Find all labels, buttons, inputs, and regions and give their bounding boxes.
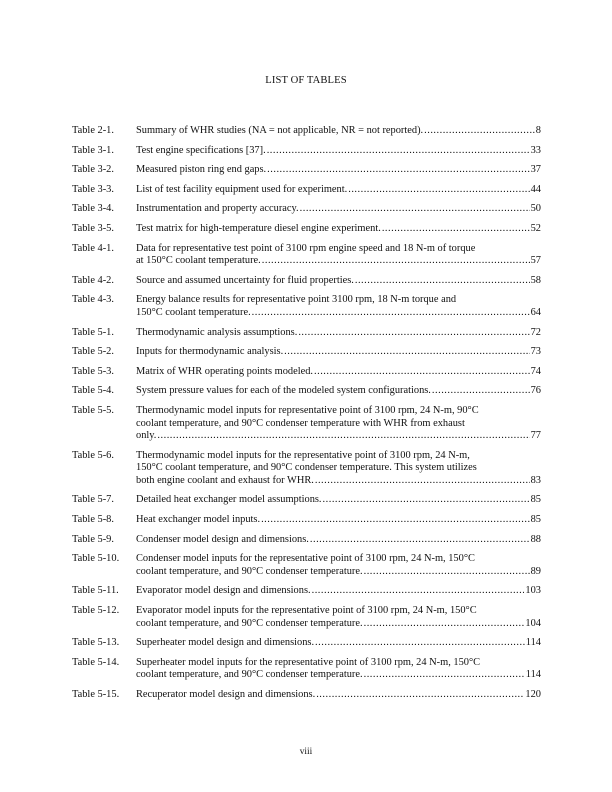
dot-leader xyxy=(315,637,525,650)
dot-leader xyxy=(312,585,525,598)
dot-leader xyxy=(364,618,525,631)
toc-entry-title-line: 150°C coolant temperature, and 90°C condenser temperature. This system utilizes xyxy=(136,462,477,474)
toc-entry-body xyxy=(136,514,541,527)
toc-entry-title-line: Recuperator model design and dimensions. xyxy=(136,689,316,700)
dot-leader xyxy=(310,534,530,547)
toc-entry-title-line: Condenser model inputs for the representative point of 3100 rpm, 24 N-m, 150°C xyxy=(136,553,475,565)
toc-entry[interactable] xyxy=(72,534,541,547)
toc-entry-page: 33 xyxy=(530,144,541,156)
dot-leader xyxy=(300,203,530,216)
toc-entry-last-line xyxy=(136,585,541,598)
toc-entry-title-line: Heat exchanger model inputs. xyxy=(136,514,261,526)
toc-entry-last-line xyxy=(136,494,541,507)
toc-entry-page: 8 xyxy=(535,125,541,136)
toc-entry-page: 58 xyxy=(530,274,541,286)
toc-entry-page: 77 xyxy=(530,430,541,442)
toc-entry-title-line: Thermodynamic model inputs for representative point of 3100 rpm, 24 N-m, 90°C xyxy=(136,404,479,416)
dot-leader xyxy=(157,430,529,443)
toc-entry-title-line: Source and assumed uncertainty for fluid properties. xyxy=(136,274,354,286)
toc-entry[interactable] xyxy=(72,450,541,488)
toc-entry-body xyxy=(136,145,541,158)
toc-entry[interactable] xyxy=(72,689,541,702)
toc-entry-label: Table 3-3. xyxy=(72,183,114,195)
toc-entry-label: Table 3-2. xyxy=(72,164,114,176)
toc-entry-title-line: coolant temperature, and 90°C condenser temperature with WHR from exhaust xyxy=(136,417,465,429)
toc-entry[interactable] xyxy=(72,327,541,340)
toc-entry[interactable] xyxy=(72,203,541,216)
toc-entry-title-line: 150°C coolant temperature. xyxy=(136,306,251,318)
dot-leader xyxy=(284,346,529,359)
toc-entry-label: Table 5-2. xyxy=(72,346,114,358)
toc-entry-last-line xyxy=(136,385,541,398)
toc-entry-last-line xyxy=(136,514,541,527)
toc-entry-page: 74 xyxy=(530,365,541,377)
toc-entry-body xyxy=(136,450,541,488)
toc-entry-last-line xyxy=(136,327,541,340)
toc-entry-body xyxy=(136,553,541,578)
toc-entry-page: 52 xyxy=(530,222,541,234)
toc-entry-page: 85 xyxy=(530,494,541,506)
toc-entry-label: Table 5-3. xyxy=(72,365,114,377)
toc-entry[interactable] xyxy=(72,346,541,359)
toc-entry-last-line xyxy=(136,203,541,216)
dot-leader xyxy=(267,145,530,158)
dot-leader xyxy=(348,184,529,197)
toc-entry-last-line xyxy=(136,669,541,682)
toc-entry-title-line: Condenser model design and dimensions. xyxy=(136,533,309,545)
toc-entry[interactable] xyxy=(72,405,541,443)
toc-entry-title-line: Data for representative test point of 3100 rpm engine speed and 18 N-m of torque xyxy=(136,242,476,254)
toc-entry-title-line: Instrumentation and property accuracy. xyxy=(136,203,299,215)
toc-entry-body xyxy=(136,585,541,598)
dot-leader xyxy=(315,475,530,488)
toc-entry[interactable] xyxy=(72,553,541,578)
toc-entry-title-line: System pressure values for each of the modeled system configurations. xyxy=(136,385,431,397)
toc-entry-title-line: Energy balance results for representative point 3100 rpm, 18 N-m torque and xyxy=(136,294,457,306)
dot-leader xyxy=(267,164,529,177)
dot-leader xyxy=(355,275,530,288)
toc-entry-label: Table 5-5. xyxy=(72,404,114,416)
toc-entry[interactable] xyxy=(72,494,541,507)
toc-entry-body xyxy=(136,637,541,650)
toc-entry-body xyxy=(136,294,541,319)
toc-entry-page: 50 xyxy=(530,203,541,215)
toc-entry[interactable] xyxy=(72,184,541,197)
toc-entry-label: Table 5-10. xyxy=(72,553,120,565)
toc-entry-last-line xyxy=(136,145,541,158)
page-number: viii xyxy=(299,747,313,757)
toc-entry-title-line: Summary of WHR studies (NA = not applicable, NR = not reported). xyxy=(136,125,424,136)
dot-leader xyxy=(364,669,525,682)
toc-entry-last-line xyxy=(136,689,541,702)
toc-entry-title-line: both engine coolant and exhaust for WHR. xyxy=(136,474,314,486)
toc-entry-page: 83 xyxy=(530,474,541,486)
toc-entry-body xyxy=(136,203,541,216)
toc-entry-page: 88 xyxy=(530,533,541,545)
toc-entry-label: Table 5-6. xyxy=(72,449,114,461)
dot-leader xyxy=(262,255,530,268)
toc-entry-body xyxy=(136,243,541,268)
toc-entry-label: Table 3-4. xyxy=(72,203,114,215)
toc-entry-body xyxy=(136,689,541,702)
toc-entry[interactable] xyxy=(72,275,541,288)
toc-entry[interactable] xyxy=(72,223,541,236)
toc-entry-last-line xyxy=(136,366,541,379)
toc-entry-page: 114 xyxy=(525,637,541,649)
toc-entry-title-line: Superheater model design and dimensions. xyxy=(136,637,315,649)
toc-entry-last-line xyxy=(136,255,541,268)
toc-entry-title-line: Thermodynamic model inputs for the representative point of 3100 rpm, 24 N-m, xyxy=(136,449,470,461)
toc-entry-page: 114 xyxy=(525,669,541,681)
toc-entry-title-line: Measured piston ring end gaps. xyxy=(136,164,267,176)
dot-leader xyxy=(424,125,535,138)
toc-entry-title-line: Superheater model inputs for the representative point of 3100 rpm, 24 N-m, 150°C xyxy=(136,656,481,668)
toc-entry-label: Table 3-5. xyxy=(72,222,114,234)
toc-entry[interactable] xyxy=(72,243,541,268)
toc-entry-body xyxy=(136,366,541,379)
list-of-tables xyxy=(72,125,541,709)
toc-entry-body xyxy=(136,657,541,682)
toc-entry-label: Table 3-1. xyxy=(72,144,114,156)
toc-entry-last-line xyxy=(136,430,541,443)
toc-entry-page: 120 xyxy=(525,689,541,700)
toc-entry[interactable] xyxy=(72,385,541,398)
toc-entry-body xyxy=(136,605,541,630)
toc-entry-title-line: only. xyxy=(136,430,157,442)
dot-leader xyxy=(364,566,530,579)
toc-entry-title-line: coolant temperature, and 90°C condenser temperature. xyxy=(136,565,363,577)
toc-entry-last-line xyxy=(136,637,541,650)
toc-entry-body xyxy=(136,327,541,340)
toc-entry[interactable] xyxy=(72,585,541,598)
toc-entry-label: Table 4-3. xyxy=(72,294,114,306)
toc-entry-page: 104 xyxy=(525,617,541,629)
toc-entry-page: 44 xyxy=(530,183,541,195)
toc-entry-title-line: Test engine specifications [37]. xyxy=(136,144,266,156)
toc-entry-last-line xyxy=(136,223,541,236)
toc-entry-body xyxy=(136,164,541,177)
toc-entry-title-line: coolant temperature, and 90°C condenser temperature. xyxy=(136,617,363,629)
toc-entry-label: Table 5-15. xyxy=(72,689,120,700)
toc-entry-last-line xyxy=(136,307,541,320)
toc-entry-title-line: List of test facility equipment used for experiment. xyxy=(136,183,348,195)
toc-entry-page: 85 xyxy=(530,514,541,526)
page-title: LIST OF TABLES xyxy=(265,75,347,86)
toc-entry-page: 89 xyxy=(530,565,541,577)
toc-entry[interactable] xyxy=(72,145,541,158)
toc-entry-last-line xyxy=(136,618,541,631)
toc-entry-label: Table 5-14. xyxy=(72,656,120,668)
toc-entry-label: Table 4-1. xyxy=(72,242,114,254)
toc-entry-body xyxy=(136,223,541,236)
toc-entry[interactable] xyxy=(72,605,541,630)
toc-entry[interactable] xyxy=(72,125,541,138)
toc-entry-title-line: Evaporator model inputs for the representative point of 3100 rpm, 24 N-m, 150°C xyxy=(136,605,477,617)
toc-entry-label: Table 5-1. xyxy=(72,326,114,338)
toc-entry[interactable] xyxy=(72,657,541,682)
toc-entry-title-line: Evaporator model design and dimensions. xyxy=(136,585,311,597)
toc-entry-page: 37 xyxy=(530,164,541,176)
toc-entry-body xyxy=(136,346,541,359)
toc-entry-body xyxy=(136,534,541,547)
toc-entry-title-line: Detailed heat exchanger model assumptions. xyxy=(136,494,322,506)
dot-leader xyxy=(314,366,530,379)
toc-entry-label: Table 5-4. xyxy=(72,385,114,397)
toc-entry-title-line: at 150°C coolant temperature. xyxy=(136,255,261,267)
toc-entry-last-line xyxy=(136,275,541,288)
toc-entry-label: Table 5-9. xyxy=(72,533,114,545)
toc-entry-page: 73 xyxy=(530,346,541,358)
toc-entry[interactable] xyxy=(72,637,541,650)
toc-entry-last-line xyxy=(136,566,541,579)
toc-entry-title-line: Inputs for thermodynamic analysis. xyxy=(136,346,284,358)
toc-entry-title-line: Matrix of WHR operating points modeled. xyxy=(136,365,313,377)
dot-leader xyxy=(252,307,530,320)
toc-entry[interactable] xyxy=(72,514,541,527)
toc-entry-body xyxy=(136,125,541,138)
toc-entry-page: 64 xyxy=(530,306,541,318)
toc-entry-page: 57 xyxy=(530,255,541,267)
toc-entry-title-line: Thermodynamic analysis assumptions. xyxy=(136,326,298,338)
toc-entry-label: Table 5-7. xyxy=(72,494,114,506)
toc-entry[interactable] xyxy=(72,366,541,379)
toc-entry-label: Table 5-13. xyxy=(72,637,120,649)
dot-leader xyxy=(323,494,530,507)
toc-entry-last-line xyxy=(136,184,541,197)
toc-entry-title-line: coolant temperature, and 90°C condenser temperature. xyxy=(136,669,363,681)
toc-entry-last-line xyxy=(136,125,541,138)
toc-entry-label: Table 5-12. xyxy=(72,605,120,617)
toc-entry-page: 72 xyxy=(530,326,541,338)
toc-entry-title-line: Test matrix for high-temperature diesel engine experiment. xyxy=(136,222,381,234)
toc-entry[interactable] xyxy=(72,294,541,319)
toc-entry-body xyxy=(136,184,541,197)
dot-leader xyxy=(432,385,530,398)
dot-leader xyxy=(261,514,530,527)
toc-entry-label: Table 5-11. xyxy=(72,585,119,597)
toc-entry-body xyxy=(136,405,541,443)
toc-entry-label: Table 4-2. xyxy=(72,274,114,286)
toc-entry-body xyxy=(136,494,541,507)
toc-entry[interactable] xyxy=(72,164,541,177)
toc-entry-last-line xyxy=(136,346,541,359)
toc-entry-last-line xyxy=(136,475,541,488)
toc-entry-page: 103 xyxy=(525,585,541,597)
toc-entry-label: Table 5-8. xyxy=(72,514,114,526)
toc-entry-body xyxy=(136,275,541,288)
dot-leader xyxy=(316,689,524,702)
toc-entry-last-line xyxy=(136,164,541,177)
toc-entry-body xyxy=(136,385,541,398)
toc-entry-last-line xyxy=(136,534,541,547)
dot-leader xyxy=(382,223,530,236)
toc-entry-page: 76 xyxy=(530,385,541,397)
dot-leader xyxy=(298,327,529,340)
toc-entry-label: Table 2-1. xyxy=(72,125,114,136)
